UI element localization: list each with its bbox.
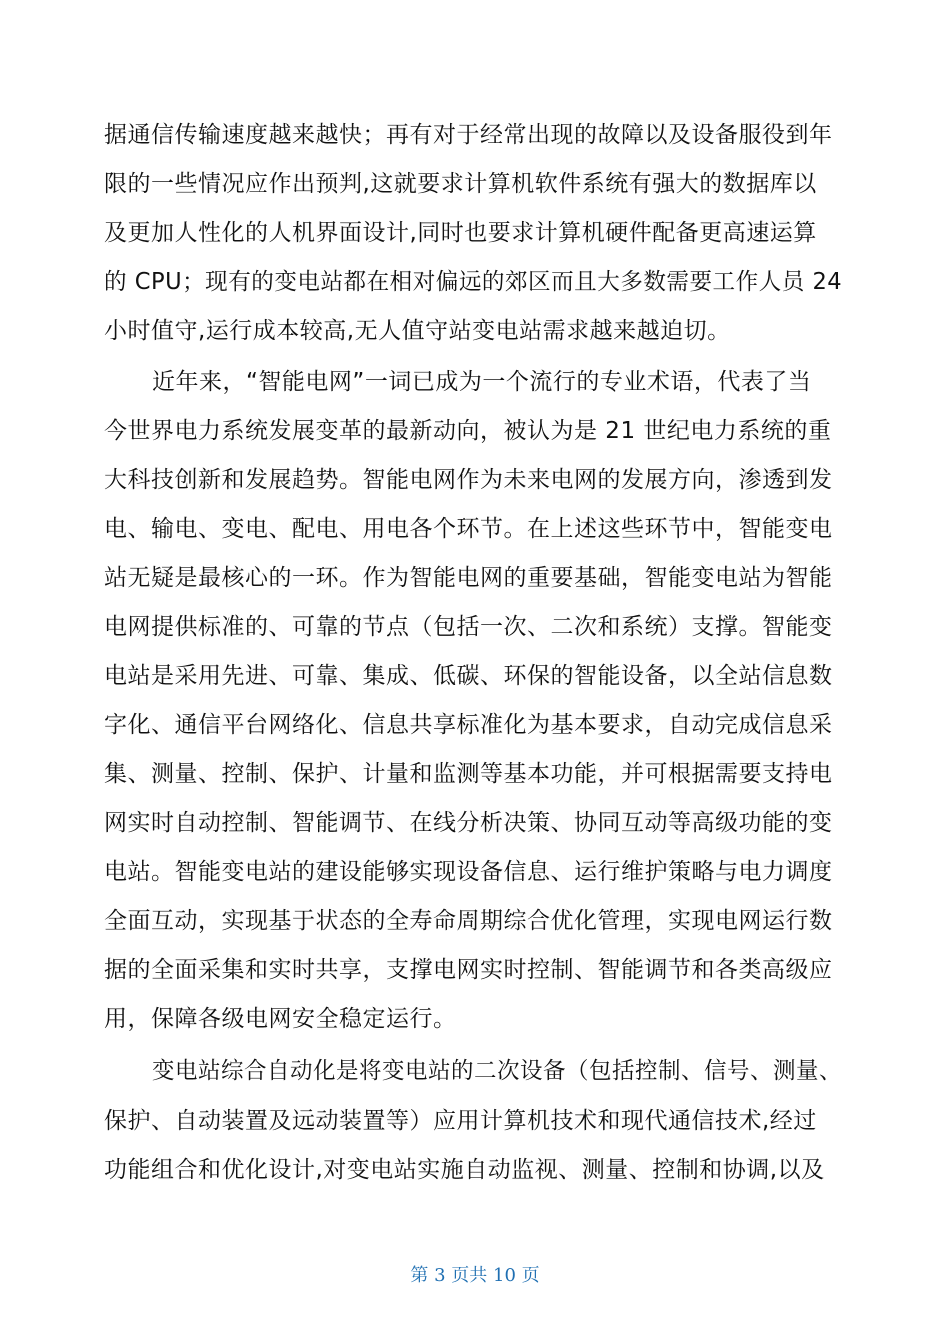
body-text-line: 的 CPU；现有的变电站都在相对偏远的郊区而且大多数需要工作人员 24 bbox=[104, 269, 843, 295]
body-text-line: 电站是采用先进、可靠、集成、低碳、环保的智能设备，以全站信息数 bbox=[104, 663, 833, 689]
body-text-line: 电网提供标准的、可靠的节点（包括一次、二次和系统）支撑。智能变 bbox=[104, 614, 833, 640]
body-text-line: 今世界电力系统发展变革的最新动向，被认为是 21 世纪电力系统的重 bbox=[104, 418, 832, 444]
body-text-line: 小时值守,运行成本较高,无人值守站变电站需求越来越迫切。 bbox=[104, 318, 731, 344]
body-text-line: 电站。智能变电站的建设能够实现设备信息、运行维护策略与电力调度 bbox=[104, 859, 833, 885]
body-text-line: 全面互动，实现基于状态的全寿命周期综合优化管理，实现电网运行数 bbox=[104, 908, 833, 934]
body-text-line: 大科技创新和发展趋势。智能电网作为未来电网的发展方向，渗透到发 bbox=[104, 467, 833, 493]
body-text-line: 电、输电、变电、配电、用电各个环节。在上述这些环节中，智能变电 bbox=[104, 516, 833, 542]
body-text-line: 据的全面采集和实时共享，支撑电网实时控制、智能调节和各类高级应 bbox=[104, 957, 833, 983]
body-text-line: 保护、自动装置及远动装置等）应用计算机技术和现代通信技术,经过 bbox=[104, 1108, 817, 1134]
body-text-line: 功能组合和优化设计,对变电站实施自动监视、测量、控制和协调,以及 bbox=[104, 1157, 825, 1183]
body-text-line: 据通信传输速度越来越快；再有对于经常出现的故障以及设备服役到年 bbox=[104, 122, 833, 148]
body-text-line: 用，保障各级电网安全稳定运行。 bbox=[104, 1006, 457, 1032]
body-text-line: 变电站综合自动化是将变电站的二次设备（包括控制、信号、测量、 bbox=[152, 1058, 842, 1084]
body-text-line: 限的一些情况应作出预判,这就要求计算机软件系统有强大的数据库以 bbox=[104, 171, 817, 197]
body-text-line: 集、测量、控制、保护、计量和监测等基本功能，并可根据需要支持电 bbox=[104, 761, 833, 787]
body-text-line: 字化、通信平台网络化、信息共享标准化为基本要求，自动完成信息采 bbox=[104, 712, 833, 738]
body-text-line: 近年来，“智能电网”一词已成为一个流行的专业术语，代表了当 bbox=[152, 369, 812, 395]
body-text-line: 站无疑是最核心的一环。作为智能电网的重要基础，智能变电站为智能 bbox=[104, 565, 833, 591]
body-text-line: 网实时自动控制、智能调节、在线分析决策、协同互动等高级功能的变 bbox=[104, 810, 833, 836]
page-number-footer: 第 3 页共 10 页 bbox=[410, 1265, 540, 1286]
body-text-line: 及更加人性化的人机界面设计,同时也要求计算机硬件配备更高速运算 bbox=[104, 220, 817, 246]
